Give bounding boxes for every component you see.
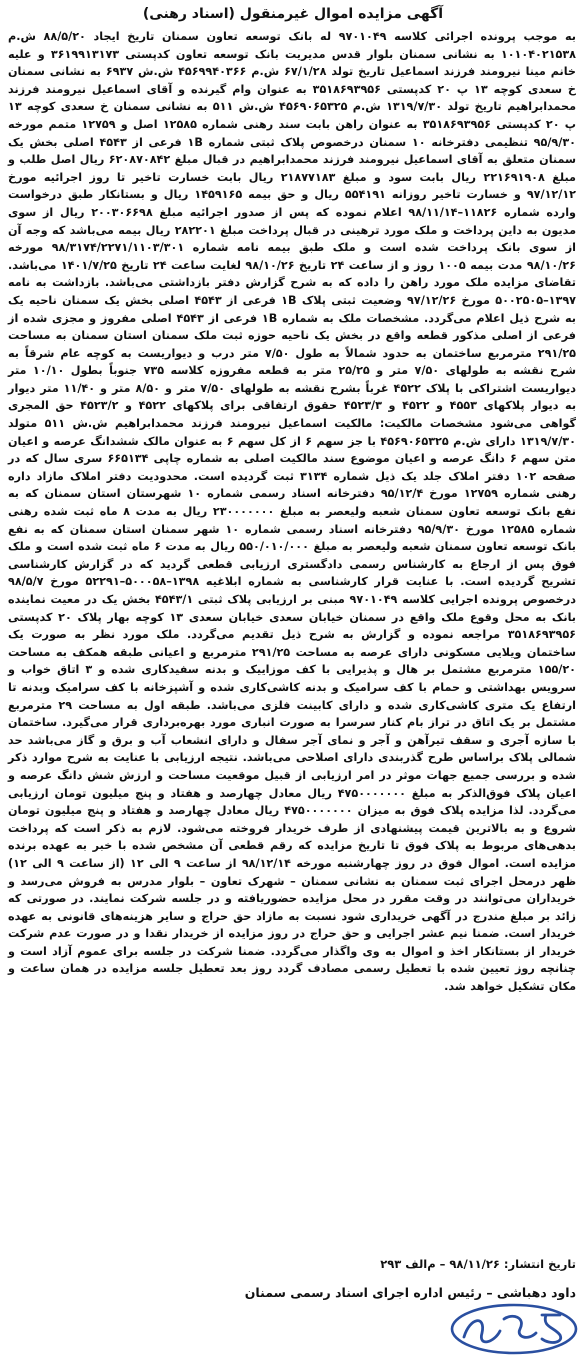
handwritten-number-stamp bbox=[442, 1297, 582, 1357]
notice-title: آگهی مزایده اموال غیرمنقول (اسناد رهنی) bbox=[142, 6, 444, 22]
signature-line: داود دهباشی – رئیس اداره اجرای اسناد رسمی سمنان bbox=[244, 1285, 576, 1300]
publish-date: تاریخ انتشار: ۹۸/۱۱/۲۶ – م‌الف ۲۹۳ bbox=[380, 1257, 576, 1271]
notice-body: به موجب پرونده اجرائی کلاسه ۹۷۰۱۰۴۹ له بانک توسعه تعاون سمنان تاریخ ایجاد ۸۸/۵/۲۰ ش.م ۱۰۱۰۴۰۲۱۵۳۸ به نشانی سمنان بلوار قدس مدیریت بانک توسعه تعاون کدپستی ۳۶۱۹۹۱۳۱۷۳ و علیه خانم مینا نیرومند فرزند اسماعیل تاریخ تولد ۶۷/۱/۲۸ ش.م ۴۵۶۹۹۴۰۳۶۶ ش.ش ۶۹۳۷ به نشانی سمنان خ سعدی کوچه ۱۳ پ ۲۰ کدپستی ۳۵۱۸۶۹۳۹۵۶ به عنوان وام گیرنده و آقای اسماعیل نیرومند فرزند محمدابراهیم تاریخ تولد ۱۳۱۹/۷/۳۰ ش.م ۴۵۶۹۰۶۵۳۲۵ ش.ش ۵۱۱ به نشانی سمنان خ سعدی کوچه ۱۳ پ ۲۰ کدپستی ۳۵۱۸۶۹۳۹۵۶ به عنوان راهن بابت سند رهنی شماره ۱۲۵۸۵ اصل و ۱۲۷۵۹ متمم مورخه ۹۵/۹/۳۰ تنظیمی دفترخانه ۱۰ سمنان درخصوص پلاک ثبتی شماره ۱B فرعی از ۴۵۴۳ اصلی بخش یک سمنان متعلق به آقای اسماعیل نیرومند فرزند محمدابراهیم در قبال مبلغ ۶۲۰۸۷۰۸۴۲ ریال اصل طلب و مبلغ ۲۲۱۶۹۱۹۰۸ ریال بابت سود و مبلغ ۲۱۸۷۷۱۸۳ ریال بابت خسارت تاخیر تا روز اجرائیه مورخ ۹۷/۱۲/۱۲ و خسارت تاخیر روزانه ۵۵۴۱۹۱ ریال و حق بیمه ۱۴۵۹۱۶۵ ریال و بستانکار طبق درخواست وارده شماره ۱۱۸۲۶–۹۸/۱۱/۱۴ اعلام نموده که پس از صدور اجرائیه مبلغ ۲۰۰۳۰۶۶۹۸ ریال از سوی مدیون به داین پرداخت و ملک مورد ترهینی در قبال پرداخت مبلغ ۲۸۲۲۰۱ ریال بیمه می‌باشد که وجه آن از سوی بانک پرداخت شده است و ملک طبق بیمه نامه شماره ۹۸/۳۱۷۴/۲۲۷۱/۱۱۰۳/۳۰۱ مورخه ۹۸/۱۰/۲۶ مدت بیمه ۱۰۰۵ روز و از ساعت ۲۴ تاریخ ۹۸/۱۰/۲۶ لغایت ساعت ۲۴ تاریخ ۱۴۰۱/۷/۲۵ می‌باشد. تقاضای مزایده ملک مورد راهن را داده که به شرح گزارش دفتر بازداشتی می‌باشد. بازداشت به نامه ۱۳۹۷–۵۰۰۲۵۰۵ مورخ ۹۷/۱۲/۲۶ وضعیت ثبتی پلاک ۱B فرعی از ۴۵۴۳ اصلی بخش یک سمنان ناحیه یک به شرح ذیل اعلام می‌گردد. مشخصات ملک به شماره ۱B فرعی از ۴۵۴۳ اصلی مفروز و مجزی شده از فرعی از اصلی مذکور قطعه واقع در بخش یک ناحیه حوزه ثبت ملک سمنان استان سمنان به مساحت ۲۹۱/۲۵ مترمربع ساختمان به حدود شمالاً به طول ۷/۵۰ متر درب و دیواریست به کوچه عام شرقاً به شرح نقشه به طولهای ۷/۵۰ متر و ۲۵/۲۵ متر به قطعه مفروزه کلاسه ۷۳۵ جنوباً بطول ۱۰/۱۰ متر دیواریست اشتراکی با پلاک ۴۵۲۲ غرباً بشرح نقشه به طولهای ۷/۵۰ متر و ۸/۵۰ متر و ۱۱/۴۰ متر دیوار به دیوار پلاکهای ۴۵۵۳ و ۴۵۲۲ و ۴۵۲۳/۳ حقوق ارتفاقی برای پلاکهای ۴۵۲۲ و ۴۵۲۳/۲ حق المجری گواهی می‌شود مشخصات مالکیت: مالکیت اسماعیل نیرومند فرزند محمدابراهیم ش.ش ۵۱۱ متولد ۱۳۱۹/۷/۳۰ دارای ش.م ۴۵۶۹۰۶۵۳۲۵ با جز سهم ۶ از کل سهم ۶ به عنوان مالک ششدانگ عرصه و اعیان متن سهم ۶ دانگ عرصه و اعیان موضوع سند مالکیت اصلی به شماره چاپی ۶۶۵۱۳۴ سری سال که در صفحه ۱۰۲ دفتر املاک جلد یک ذیل شماره ۳۱۳۴ ثبت گردیده است. محدودیت دفتر املاک مازاد داره رهنی شماره ۱۲۷۵۹ مورخ ۹۵/۱۲/۴ دفترخانه اسناد رسمی شماره ۱۰ شهرستان استان سمنان که به نفع بانک توسعه تعاون سمنان شعبه ولیعصر به مبلغ ۲۳۰۰۰۰۰۰۰ ریال به مدت ۸ ماه ثبت شده رهنی شماره ۱۲۵۸۵ مورخ ۹۵/۹/۳۰ دفترخانه اسناد رسمی شماره ۱۰ شهر سمنان استان سمنان که به نفع بانک توسعه تعاون سمنان شعبه ولیعصر به مبلغ ۵۵۰/۰۱۰/۰۰۰ ریال به مدت ۶ ماه ثبت شده است و ملک فوق پس از ارجاع به کارشناس رسمی دادگستری ارزیابی قطعی گردید که در گزارش کارشناسی تشریح گردیده است. با عنایت قرار کارشناسی به شماره ابلاغیه ۱۳۹۸–۵۰۰۰۵۸–۵۲۲۹۱ مورخ ۹۸/۵/۷ درخصوص پرونده اجرایی کلاسه ۹۷۰۱۰۴۹ مبنی بر ارزیابی پلاک ثبتی ۴۵۴۳/۱ بخش یک در معیت نماینده بانک به محل وقوع ملک واقع در سمنان خیابان سعدی خیابان سعدی ۱۳ کوچه بهار پلاک ۲۰ کدپستی ۳۵۱۸۶۹۳۹۵۶ مراجعه نموده و گزارش به شرح ذیل تقدیم می‌گردد. ملک مورد نظر به صورت یک ساختمان ویلایی مسکونی دارای عرصه به مساحت ۲۹۱/۲۵ مترمربع و اعیانی طبقه همکف به مساحت ۱۵۵/۲۰ مترمربع مشتمل بر هال و پذیرایی با کف موزاییک و بدنه سفیدکاری شده و ۳ اتاق خواب و سرویس بهداشتی و حمام با کف سرامیک و بدنه کاشی‌کاری شده و آشپزخانه با کف سرامیک وبدنه تا ارتفاع یک متری کاشی‌کاری شده و دارای کابینت فلزی می‌باشد. طبقه اول به مساحت ۲۹ مترمربع مشتمل بر یک اتاق در تراز بام کنار سرسرا به صورت انباری مورد بهره‌برداری قرار می‌گیرد. ساختمان با سازه آجری و سقف تیرآهن و آجر و نمای آجر سفال و دارای انشعاب آب و برق و گاز می‌باشد حد شمالی پلاک براساس طرح گذربندی دارای اصلاحی می‌باشد. نتیجه ارزیابی با عنایت به شرح موارد ذکر شده و بررسی جمیع جهات موثر در امر ارزیابی از قبیل موقعیت مساحت و ارزش شش دانگ عرصه و اعیان پلاک فوق‌الذکر به مبلغ ۴۷۵۰۰۰۰۰۰۰ ریال معادل چهارصد و هفتاد و پنج میلیون تومان ارزیابی می‌گردد. لذا مزایده پلاک فوق به میزان ۴۷۵۰۰۰۰۰۰۰ ریال معادل چهارصد و هفتاد و پنج میلیون تومان شروع و به بالاترین قیمت پیشنهادی از طرف خریدار فروخته می‌شود. لازم به ذکر است که پرداخت بدهی‌های مربوط به پلاک فوق تا تاریخ مزایده که رقم قطعی آن مشخص شده با خبر به عهده برنده مزایده است. اموال فوق در روز چهارشنبه مورخه ۹۸/۱۲/۱۴ از ساعت ۹ الی ۱۲ (از ساعت ۹ الی ۱۲) ظهر درمحل اجرای ثبت سمنان به نشانی سمنان – شهرک تعاون – بلوار مدرس به فروش می‌رسد و خریداران می‌توانند در وقت مقرر در محل مزایده حضوریافته و در جلسه شرکت نمایند. در صورتی که زائد بر مبلغ مندرج در آگهی خریداری شود نسبت به مازاد حق حراج و سایر هزینه‌های قانونی به عهده خریدار است. ضمنا نیم عشر اجرایی و حق حراج در روز مزایده از خریدار نقدا و در صورت عدم شرکت خریدار از بستانکار اخذ و اموال به وی واگذار می‌گردد. ضمنا شرکت در جلسه برای عموم آزاد است و چنانچه روز تعیین شده با تعطیل رسمی مصادف گردد روز بعد تعطیل جلسه مزایده در همان ساعت و مکان تشکیل خواهد شد. bbox=[8, 30, 577, 994]
